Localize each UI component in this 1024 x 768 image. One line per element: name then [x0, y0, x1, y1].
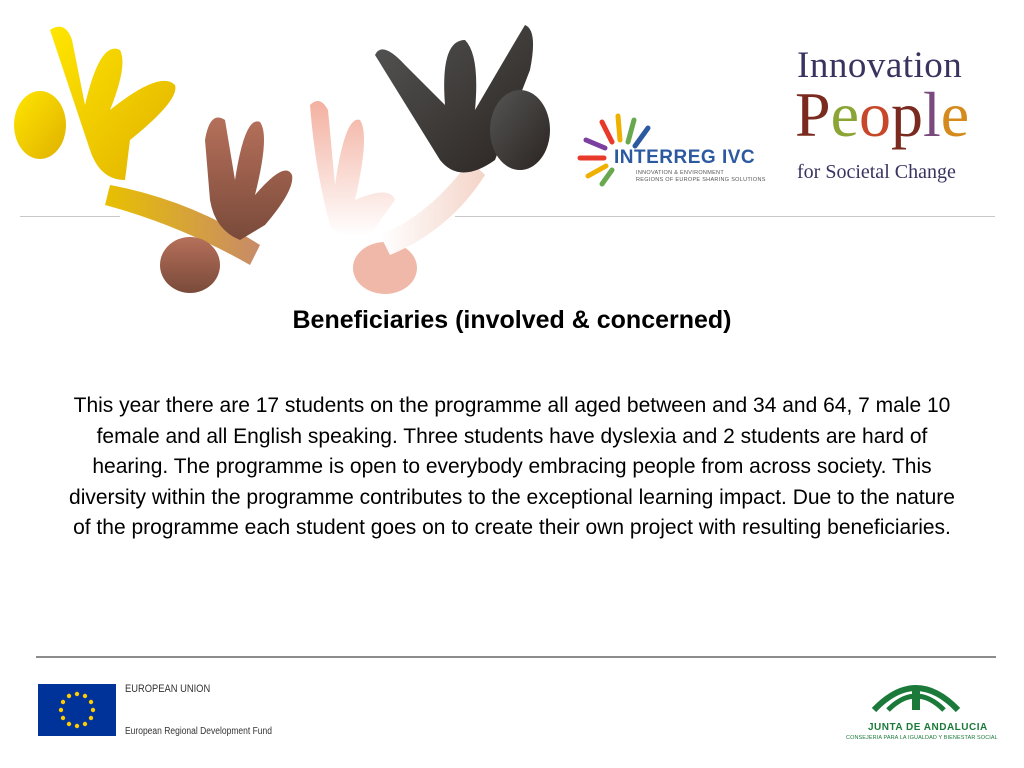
innovation-people-word: People	[795, 79, 970, 150]
innovation-people-subtitle: for Societal Change	[797, 161, 956, 183]
eu-label: EUROPEAN UNION	[125, 683, 211, 695]
footer-divider	[36, 656, 996, 658]
hands-circle-logo	[10, 10, 570, 300]
interreg-name: INTERREG IVC	[614, 147, 756, 168]
interreg-tagline-1: INNOVATION & ENVIRONMENT	[636, 170, 724, 176]
interreg-tagline-2: REGIONS OF EUROPE SHARING SOLUTIONS	[636, 177, 766, 183]
eu-fund-label: European Regional Development Fund	[125, 726, 272, 737]
junta-name: JUNTA DE ANDALUCIA	[868, 722, 988, 733]
header-divider-right	[455, 216, 995, 217]
innovation-people-title: Innovation	[797, 45, 963, 86]
junta-arch-icon	[866, 672, 966, 714]
slide-title: Beneficiaries (involved & concerned)	[292, 306, 732, 334]
header-divider-left	[20, 216, 120, 217]
eu-flag-icon	[38, 684, 116, 736]
slide-body: This year there are 17 students on the programme all aged between and 34 and 64, 7 male 10 female and all English speaking. Three students have dyslexia and 2 students are hard of hearing. The programme is open to everybody embracing people from across society. This diversity within the programme contributes to the exceptional learning impact. Due to the nature of the programme each student goes on to create their own project with resulting beneficiaries.	[69, 394, 955, 539]
junta-subtitle: CONSEJERIA PARA LA IGUALDAD Y BIENESTAR SOCIAL	[846, 735, 998, 741]
